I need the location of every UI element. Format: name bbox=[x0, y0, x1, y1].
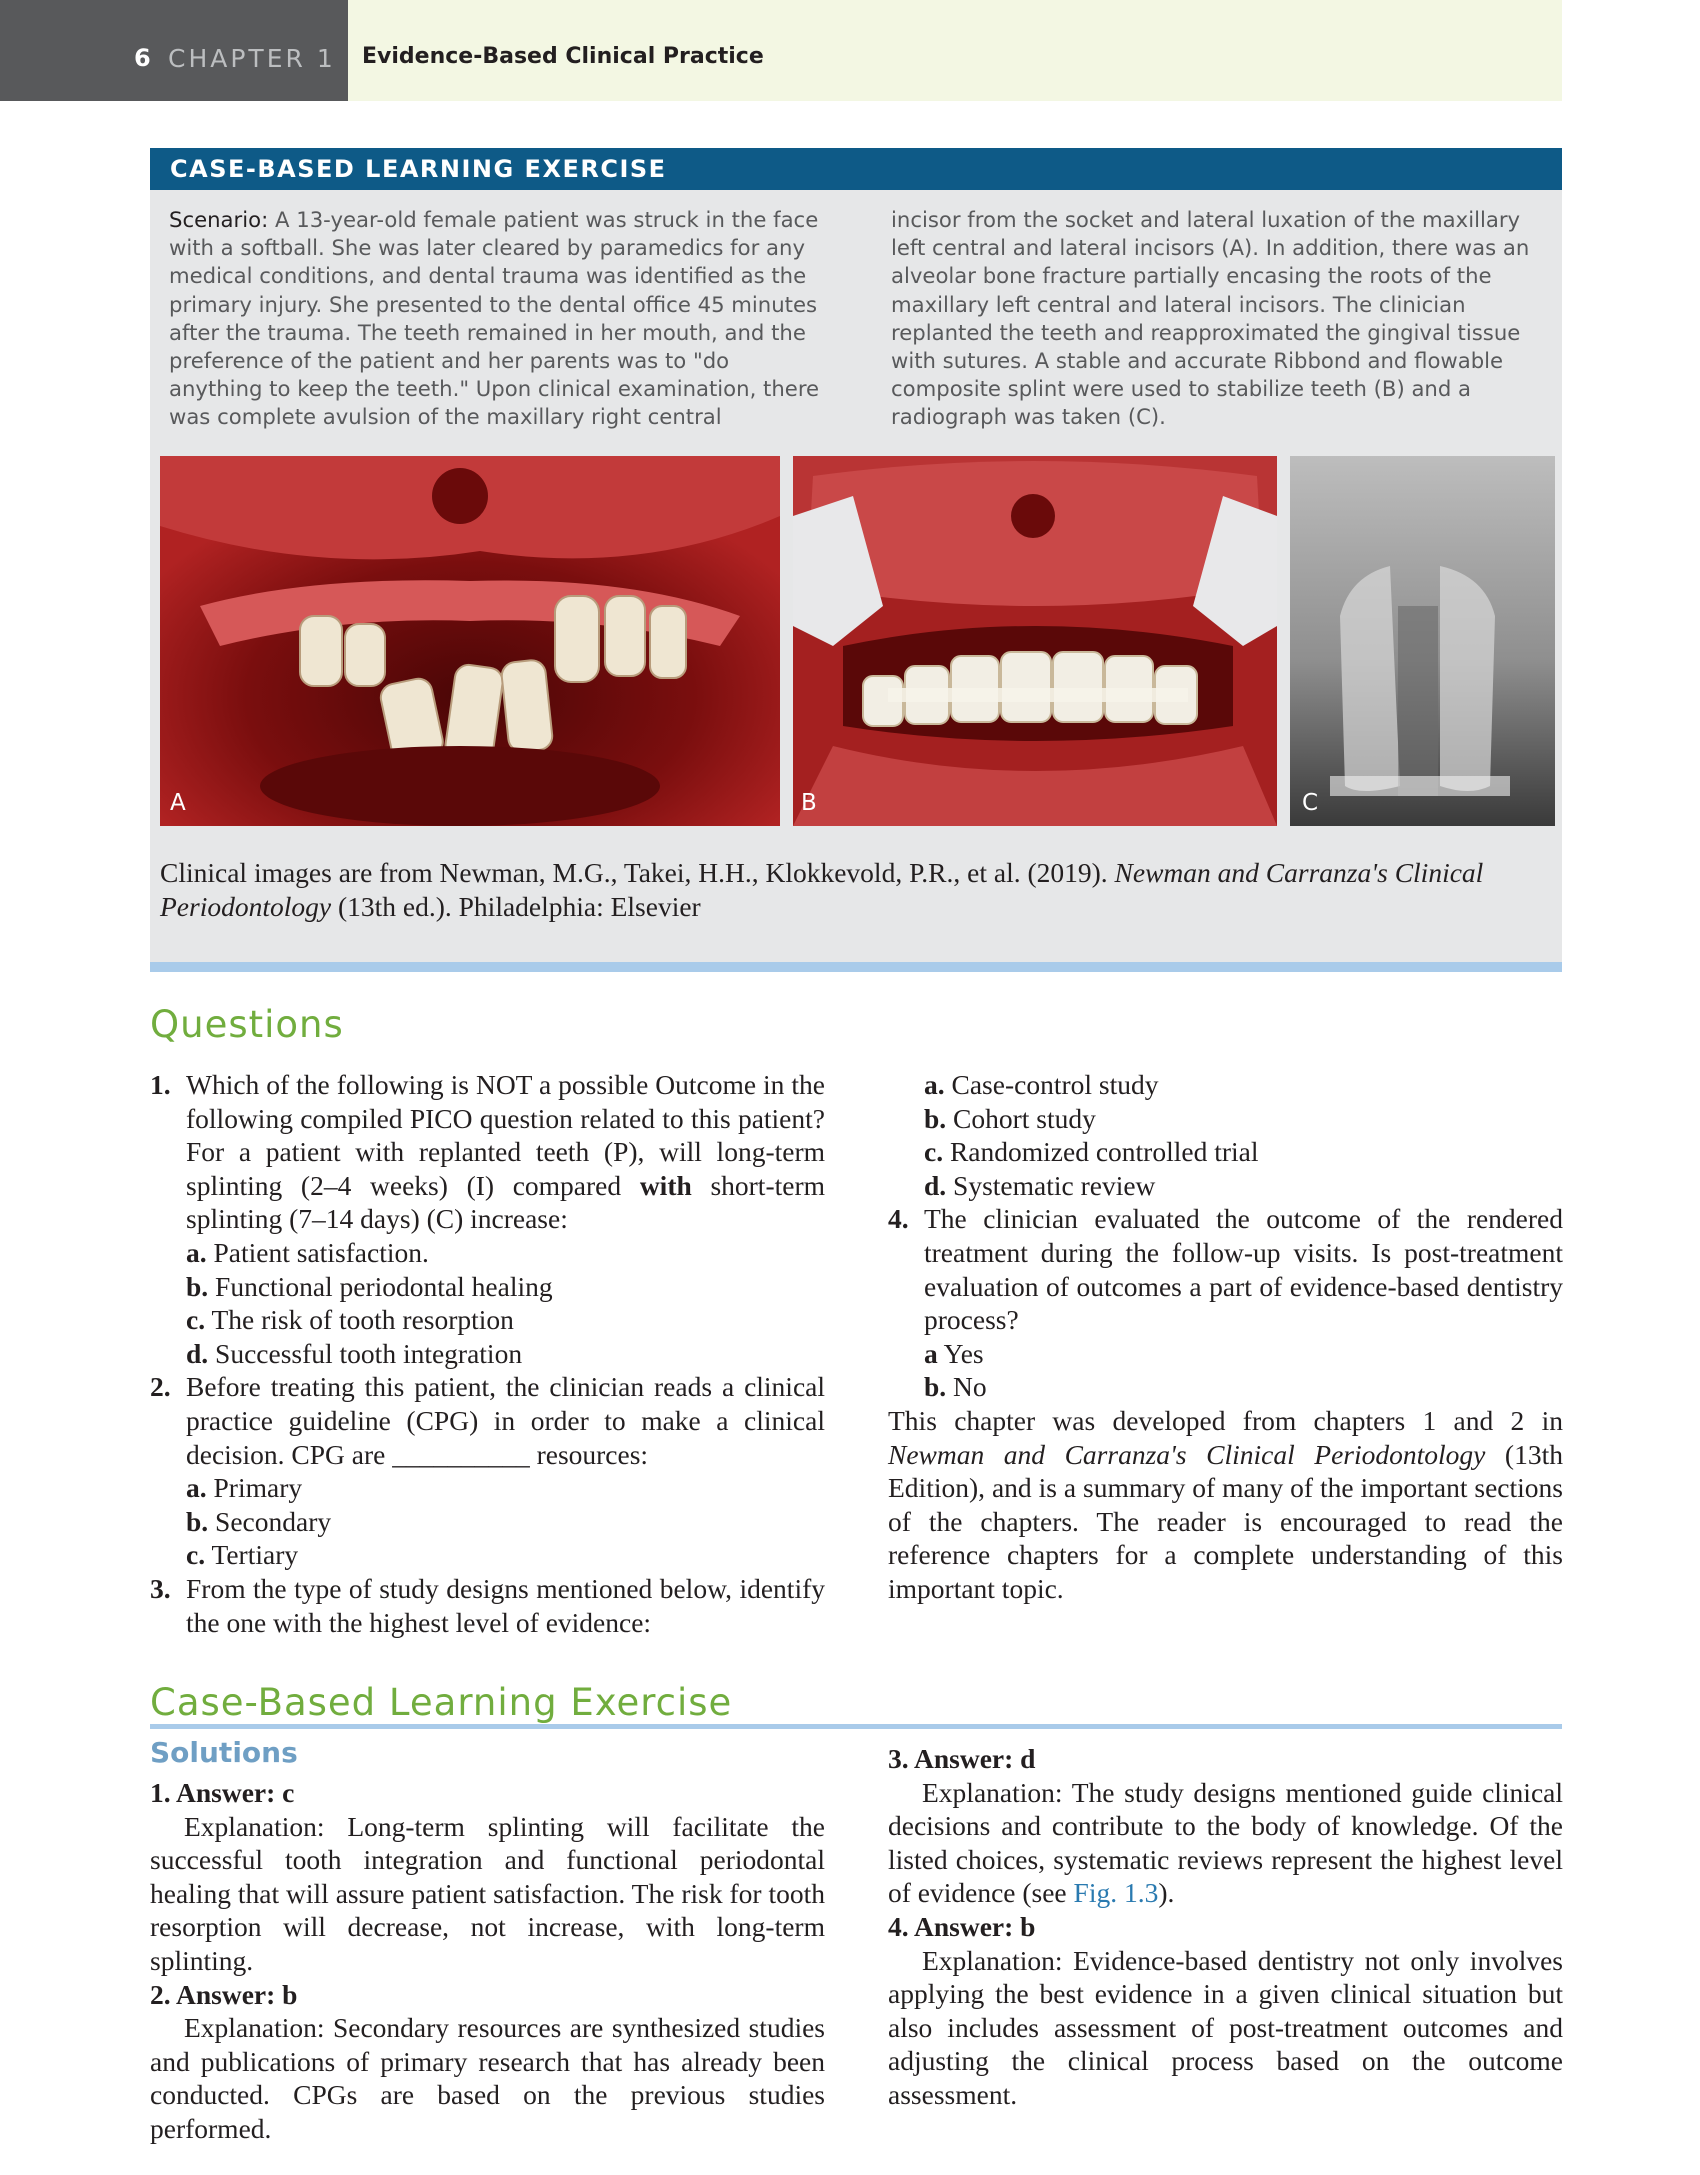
answer-1: 1. Answer: c bbox=[150, 1777, 295, 1808]
q3-option-d: d. Systematic review bbox=[924, 1169, 1156, 1201]
radiograph-photo-c bbox=[1290, 456, 1555, 826]
question-4: 4. The clinician evaluated the outcome of the rendered treatment during the follow-up visits. Is post-treatment evaluation of outcomes a part of evidence-based dentistry process? bbox=[888, 1203, 1563, 1336]
solutions-column-left bbox=[150, 1776, 825, 2146]
chapter-label: CHAPTER 1 bbox=[168, 44, 336, 73]
answer-2: 2. Answer: b bbox=[150, 1978, 298, 2010]
q3-option-c: c. Randomized controlled trial bbox=[924, 1136, 1259, 1168]
questions-heading: Questions bbox=[150, 1003, 344, 1046]
q4-option-a: a Yes bbox=[924, 1337, 984, 1369]
solutions-subheading: Solutions bbox=[150, 1736, 298, 1769]
q4-option-b: b. No bbox=[924, 1371, 987, 1403]
q2-option-c: c. Tertiary bbox=[186, 1539, 299, 1571]
figure-link[interactable]: Fig. 1.3 bbox=[1073, 1877, 1159, 1909]
question-3: 3. From the type of study designs mentioned below, identify the one with the highest level of evidence: bbox=[150, 1572, 825, 1638]
clinical-photo-b bbox=[793, 456, 1277, 826]
q1-option-c: c. The risk of tooth resorption bbox=[186, 1304, 514, 1336]
q1-option-a: a. Patient satisfaction. bbox=[186, 1236, 429, 1268]
explanation-4: Explanation: Evidence-based dentistry not only involves applying the best evidence in a given clinical situation but also includes assessment of post-treatment outcomes and adjusting the clinical process based on the outcome assessment. bbox=[888, 1944, 1563, 2110]
explanation-2: Explanation: Secondary resources are synthesized studies and publications of primary research that has already been conducted. CPGs are based on the previous studies performed. bbox=[150, 2012, 825, 2144]
question-1: 1. Which of the following is NOT a possible Outcome in the following compiled PICO question related to this patient? For a patient with replanted teeth (P), will long-term splinting (2–4 weeks) (I) compared with short-term splinting (7–14 days) (C) increase: bbox=[150, 1069, 825, 1235]
scenario-text-right: incisor from the socket and lateral luxation of the maxillary left central and lateral incisors (A). In addition, there was an alveolar bone fracture partially encasing the roots of the maxillary left central and lateral incisors. The clinician replanted the teeth and reapproximated the gingival tissue with sutures. A stable and accurate Ribbond and flowable composite splint were used to stabilize teeth (B) and a radiograph was taken (C). bbox=[891, 207, 1530, 430]
questions-column-right bbox=[888, 1068, 1563, 1606]
image-caption: Clinical images are from Newman, M.G., Takei, H.H., Klokkevold, P.R., et al. (2019). Newman and Carranza's Clinical Periodontology (13th ed.). Philadelphia: Elsevier bbox=[160, 857, 1484, 922]
questions-column-left bbox=[150, 1068, 825, 1639]
case-box-title: CASE-BASED LEARNING EXERCISE bbox=[170, 155, 667, 183]
explanation-3: Explanation: The study designs mentioned guide clinical decisions and contribute to the body of knowledge. Of the listed choices, systematic reviews represent the highest level of evidence (see Fig. 1.3). bbox=[888, 1776, 1563, 1909]
solutions-column-right bbox=[888, 1742, 1563, 2112]
photo-label-c: C bbox=[1302, 790, 1319, 816]
chapter-source-note: This chapter was developed from chapters 1 and 2 in Newman and Carranza's Clinical Periodontology (13th Edition), and is a summary of many of the important sections of the chapters. The reader is encouraged to read the reference chapters for a complete understanding of this important topic. bbox=[888, 1404, 1563, 1604]
explanation-1: Explanation: Long-term splinting will facilitate the successful tooth integration and functional periodontal healing that will assure patient satisfaction. The risk for tooth resorption will decrease, not increase, with long-term splinting. bbox=[150, 1810, 825, 1976]
question-2: 2. Before treating this patient, the clinician reads a clinical practice guideline (CPG) in order to make a clinical decision. CPG are __________ resources: bbox=[150, 1371, 825, 1470]
scenario-text-left: Scenario: A 13-year-old female patient was struck in the face with a softball. She was later cleared by paramedics for any medical conditions, and dental trauma was identified as the primary injury. She presented to the dental office 45 minutes after the trauma. The teeth remained in her mouth, and the preference of the patient and her parents was to "do anything to keep the teeth." Upon clinical examination, there was complete avulsion of the maxillary right central bbox=[169, 207, 820, 430]
photo-label-b: B bbox=[801, 790, 817, 816]
q2-option-b: b. Secondary bbox=[186, 1505, 332, 1537]
answer-3: 3. Answer: d bbox=[888, 1743, 1036, 1774]
solutions-rule bbox=[150, 1724, 1562, 1729]
q2-option-a: a. Primary bbox=[186, 1472, 303, 1504]
q3-option-b: b. Cohort study bbox=[924, 1102, 1096, 1134]
q1-option-d: d. Successful tooth integration bbox=[186, 1337, 523, 1369]
q1-option-b: b. Functional periodontal healing bbox=[186, 1270, 553, 1302]
page-number: 6 bbox=[134, 44, 151, 72]
q3-option-a: a. Case-control study bbox=[924, 1069, 1159, 1100]
answer-4: 4. Answer: b bbox=[888, 1910, 1036, 1942]
chapter-title: Evidence-Based Clinical Practice bbox=[362, 44, 764, 69]
case-box-bottom-rule bbox=[150, 962, 1562, 972]
photo-label-a: A bbox=[170, 790, 186, 816]
scenario-label: Scenario: bbox=[169, 207, 269, 232]
clinical-photo-a bbox=[160, 456, 780, 826]
solutions-section-heading: Case-Based Learning Exercise bbox=[150, 1681, 733, 1724]
